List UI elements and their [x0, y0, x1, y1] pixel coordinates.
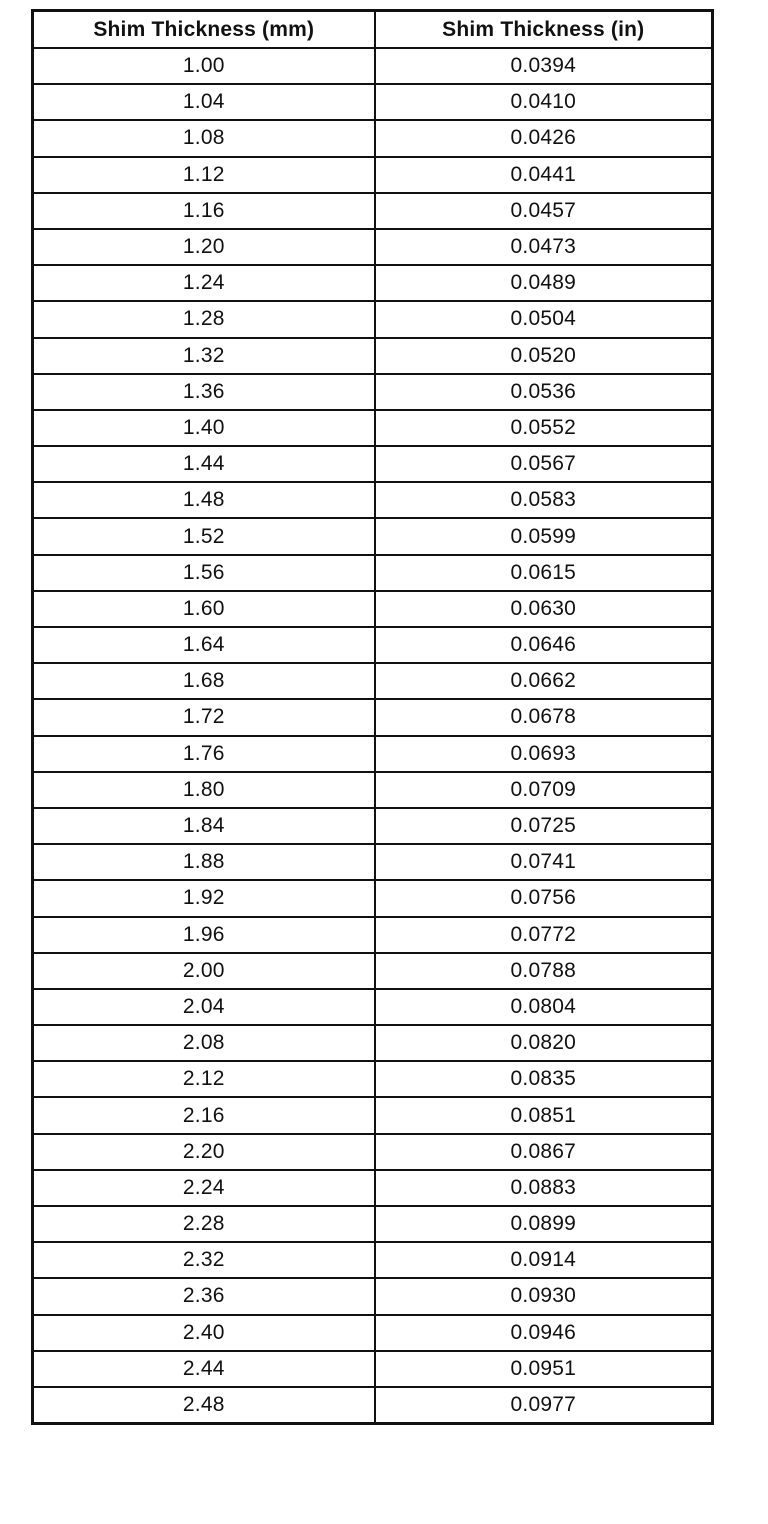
cell-mm: 1.68 — [33, 663, 375, 699]
cell-in: 0.0630 — [375, 591, 713, 627]
table-row — [33, 953, 713, 989]
cell-mm: 1.60 — [33, 591, 375, 627]
cell-in: 0.0725 — [375, 808, 713, 844]
cell-in: 0.0567 — [375, 446, 713, 482]
table-row — [33, 410, 713, 446]
cell-mm: 1.88 — [33, 844, 375, 880]
cell-in: 0.0489 — [375, 265, 713, 301]
cell-in: 0.0426 — [375, 120, 713, 156]
cell-in: 0.0599 — [375, 518, 713, 554]
table-row — [33, 120, 713, 156]
cell-in: 0.0951 — [375, 1351, 713, 1387]
table-row — [33, 301, 713, 337]
cell-mm: 1.08 — [33, 120, 375, 156]
header-row — [33, 11, 713, 49]
cell-mm: 2.44 — [33, 1351, 375, 1387]
cell-in: 0.0457 — [375, 193, 713, 229]
table-row — [33, 917, 713, 953]
cell-mm: 1.24 — [33, 265, 375, 301]
table-row — [33, 229, 713, 265]
cell-mm: 1.92 — [33, 880, 375, 916]
table-row — [33, 157, 713, 193]
table-row — [33, 1206, 713, 1242]
cell-in: 0.0473 — [375, 229, 713, 265]
cell-in: 0.0504 — [375, 301, 713, 337]
cell-mm: 2.48 — [33, 1387, 375, 1424]
table-row — [33, 555, 713, 591]
cell-in: 0.0536 — [375, 374, 713, 410]
table-row — [33, 482, 713, 518]
cell-in: 0.0851 — [375, 1097, 713, 1133]
table-row — [33, 1315, 713, 1351]
table-row — [33, 1278, 713, 1314]
table-row — [33, 663, 713, 699]
cell-mm: 2.40 — [33, 1315, 375, 1351]
table-row — [33, 338, 713, 374]
cell-mm: 1.64 — [33, 627, 375, 663]
cell-mm: 2.04 — [33, 989, 375, 1025]
cell-mm: 1.04 — [33, 84, 375, 120]
table-row — [33, 808, 713, 844]
cell-in: 0.0662 — [375, 663, 713, 699]
cell-mm: 1.72 — [33, 699, 375, 735]
cell-mm: 1.80 — [33, 772, 375, 808]
cell-in: 0.0678 — [375, 699, 713, 735]
cell-in: 0.0946 — [375, 1315, 713, 1351]
cell-mm: 1.28 — [33, 301, 375, 337]
table-row — [33, 989, 713, 1025]
cell-mm: 1.52 — [33, 518, 375, 554]
cell-mm: 1.36 — [33, 374, 375, 410]
cell-mm: 2.16 — [33, 1097, 375, 1133]
header-mm: Shim Thickness (mm) — [33, 11, 375, 49]
cell-in: 0.0441 — [375, 157, 713, 193]
cell-mm: 2.24 — [33, 1170, 375, 1206]
cell-in: 0.0788 — [375, 953, 713, 989]
cell-mm: 1.16 — [33, 193, 375, 229]
cell-in: 0.0930 — [375, 1278, 713, 1314]
shim-thickness-table — [31, 9, 714, 1425]
table-row — [33, 880, 713, 916]
cell-in: 0.0835 — [375, 1061, 713, 1097]
cell-in: 0.0756 — [375, 880, 713, 916]
cell-mm: 1.48 — [33, 482, 375, 518]
table-body — [33, 48, 713, 1424]
cell-mm: 2.36 — [33, 1278, 375, 1314]
cell-in: 0.0693 — [375, 736, 713, 772]
cell-mm: 2.00 — [33, 953, 375, 989]
cell-mm: 1.76 — [33, 736, 375, 772]
cell-in: 0.0804 — [375, 989, 713, 1025]
table-row — [33, 591, 713, 627]
cell-mm: 1.12 — [33, 157, 375, 193]
cell-mm: 1.56 — [33, 555, 375, 591]
cell-in: 0.0520 — [375, 338, 713, 374]
cell-in: 0.0646 — [375, 627, 713, 663]
cell-in: 0.0583 — [375, 482, 713, 518]
table-row — [33, 1134, 713, 1170]
table-row — [33, 84, 713, 120]
table-row — [33, 193, 713, 229]
cell-mm: 1.96 — [33, 917, 375, 953]
table-row — [33, 1061, 713, 1097]
cell-mm: 1.00 — [33, 48, 375, 84]
header-in: Shim Thickness (in) — [375, 11, 713, 49]
cell-mm: 2.20 — [33, 1134, 375, 1170]
table-row — [33, 518, 713, 554]
cell-in: 0.0883 — [375, 1170, 713, 1206]
table-row — [33, 1025, 713, 1061]
cell-in: 0.0615 — [375, 555, 713, 591]
cell-in: 0.0552 — [375, 410, 713, 446]
cell-mm: 1.44 — [33, 446, 375, 482]
cell-in: 0.0410 — [375, 84, 713, 120]
table-row — [33, 1170, 713, 1206]
cell-mm: 1.32 — [33, 338, 375, 374]
cell-mm: 2.32 — [33, 1242, 375, 1278]
table-row — [33, 844, 713, 880]
cell-mm: 2.08 — [33, 1025, 375, 1061]
cell-in: 0.0394 — [375, 48, 713, 84]
table-row — [33, 1242, 713, 1278]
table-row — [33, 1387, 713, 1424]
cell-in: 0.0772 — [375, 917, 713, 953]
table-row — [33, 1097, 713, 1133]
cell-in: 0.0899 — [375, 1206, 713, 1242]
cell-in: 0.0867 — [375, 1134, 713, 1170]
cell-in: 0.0741 — [375, 844, 713, 880]
table-row — [33, 48, 713, 84]
table-row — [33, 374, 713, 410]
cell-in: 0.0977 — [375, 1387, 713, 1424]
table-row — [33, 1351, 713, 1387]
table-row — [33, 446, 713, 482]
cell-mm: 2.12 — [33, 1061, 375, 1097]
cell-mm: 1.20 — [33, 229, 375, 265]
cell-in: 0.0820 — [375, 1025, 713, 1061]
cell-in: 0.0709 — [375, 772, 713, 808]
cell-mm: 1.40 — [33, 410, 375, 446]
shim-thickness-table-container — [31, 9, 711, 1425]
cell-mm: 1.84 — [33, 808, 375, 844]
table-row — [33, 772, 713, 808]
table-row — [33, 699, 713, 735]
table-row — [33, 736, 713, 772]
cell-mm: 2.28 — [33, 1206, 375, 1242]
table-row — [33, 265, 713, 301]
table-row — [33, 627, 713, 663]
cell-in: 0.0914 — [375, 1242, 713, 1278]
